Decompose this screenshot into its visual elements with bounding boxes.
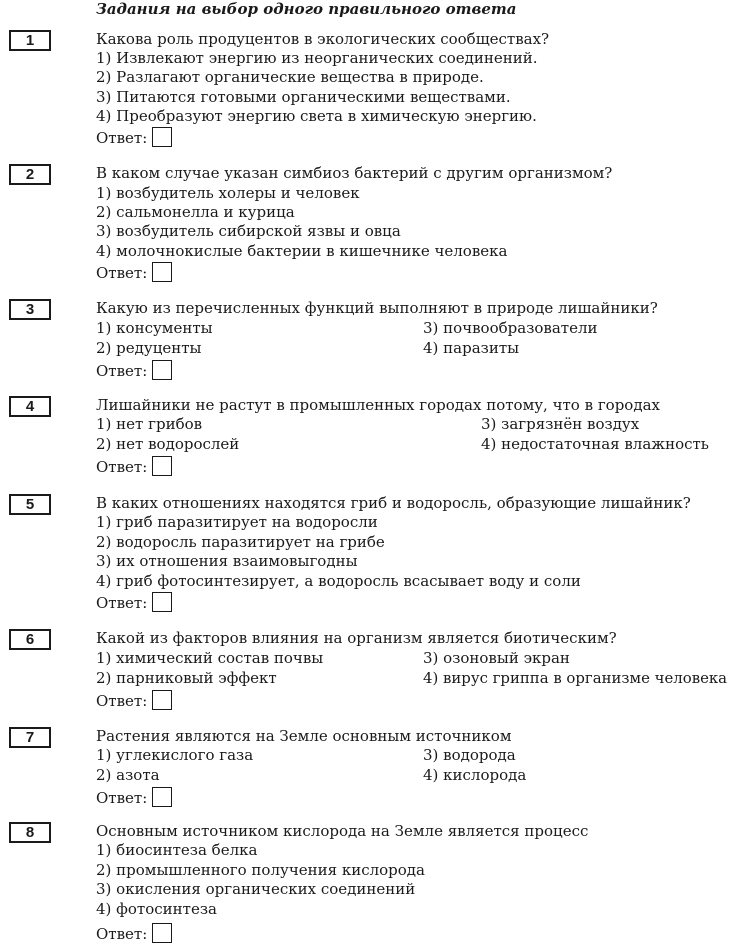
- answer-label: Ответ:: [96, 264, 148, 282]
- option-3: 3) озоновый экран: [423, 649, 570, 667]
- question-text: Растения являются на Земле основным источником: [96, 727, 512, 745]
- question-number: 2: [9, 164, 51, 185]
- question-text: Основным источником кислорода на Земле является процесс: [96, 822, 589, 840]
- answer-box[interactable]: [152, 923, 172, 943]
- option-3: 3) водорода: [423, 746, 516, 764]
- option-1: 1) гриб паразитирует на водоросли: [96, 513, 378, 531]
- answer-box[interactable]: [152, 787, 172, 807]
- option-4: 4) фотосинтеза: [96, 900, 217, 918]
- answer-label: Ответ:: [96, 129, 148, 147]
- option-4: 4) гриб фотосинтезирует, а водоросль всасывает воду и соли: [96, 572, 581, 590]
- option-2: 2) сальмонелла и курица: [96, 203, 295, 221]
- question-text: Какую из перечисленных функций выполняют в природе лишайники?: [96, 299, 658, 317]
- question-text: В каком случае указан симбиоз бактерий с другим организмом?: [96, 164, 613, 182]
- question-text: Лишайники не растут в промышленных городах потому, что в городах: [96, 396, 660, 414]
- option-1: 1) консументы: [96, 319, 213, 337]
- answer-label: Ответ:: [96, 692, 148, 710]
- answer-box[interactable]: [152, 690, 172, 710]
- question-text: Какой из факторов влияния на организм является биотическим?: [96, 629, 617, 647]
- question-number: 6: [9, 629, 51, 650]
- answer-box[interactable]: [152, 127, 172, 147]
- option-1: 1) Извлекают энергию из неорганических соединений.: [96, 49, 538, 67]
- question-number: 8: [9, 822, 51, 843]
- option-3: 3) возбудитель сибирской язвы и овца: [96, 222, 401, 240]
- option-4: 4) паразиты: [423, 339, 520, 357]
- option-2: 2) Разлагают органические вещества в природе.: [96, 68, 484, 86]
- option-1: 1) возбудитель холеры и человек: [96, 184, 360, 202]
- answer-label: Ответ:: [96, 362, 148, 380]
- answer-label: Ответ:: [96, 789, 148, 807]
- option-1: 1) химический состав почвы: [96, 649, 324, 667]
- question-number: 7: [9, 727, 51, 748]
- question-number: 5: [9, 494, 51, 515]
- answer-box[interactable]: [152, 456, 172, 476]
- option-4: 4) недостаточная влажность: [481, 435, 709, 453]
- option-3: 3) их отношения взаимовыгодны: [96, 552, 358, 570]
- option-4: 4) вирус гриппа в организме человека: [423, 669, 728, 687]
- question-number: 1: [9, 30, 51, 51]
- option-3: 3) Питаются готовыми органическими веществами.: [96, 88, 511, 106]
- answer-box[interactable]: [152, 262, 172, 282]
- option-2: 2) нет водорослей: [96, 435, 240, 453]
- option-2: 2) водоросль паразитирует на грибе: [96, 533, 385, 551]
- section-header: Задания на выбор одного правильного ответа: [96, 0, 517, 18]
- option-1: 1) углекислого газа: [96, 746, 254, 764]
- answer-label: Ответ:: [96, 925, 148, 943]
- option-3: 3) почвообразователи: [423, 319, 598, 337]
- answer-box[interactable]: [152, 360, 172, 380]
- option-4: 4) молочнокислые бактерии в кишечнике человека: [96, 242, 508, 260]
- question-text: В каких отношениях находятся гриб и водоросль, образующие лишайник?: [96, 494, 691, 512]
- question-number: 3: [9, 299, 51, 320]
- option-4: 4) кислорода: [423, 766, 527, 784]
- option-2: 2) азота: [96, 766, 160, 784]
- option-1: 1) биосинтеза белка: [96, 841, 258, 859]
- option-4: 4) Преобразуют энергию света в химическую энергию.: [96, 107, 537, 125]
- answer-box[interactable]: [152, 592, 172, 612]
- question-text: Какова роль продуцентов в экологических сообществах?: [96, 30, 550, 48]
- answer-label: Ответ:: [96, 458, 148, 476]
- option-3: 3) окисления органических соединений: [96, 880, 416, 898]
- question-number: 4: [9, 396, 51, 417]
- option-1: 1) нет грибов: [96, 415, 203, 433]
- option-3: 3) загрязнён воздух: [481, 415, 640, 433]
- option-2: 2) промышленного получения кислорода: [96, 861, 425, 879]
- option-2: 2) парниковый эффект: [96, 669, 277, 687]
- answer-label: Ответ:: [96, 594, 148, 612]
- option-2: 2) редуценты: [96, 339, 202, 357]
